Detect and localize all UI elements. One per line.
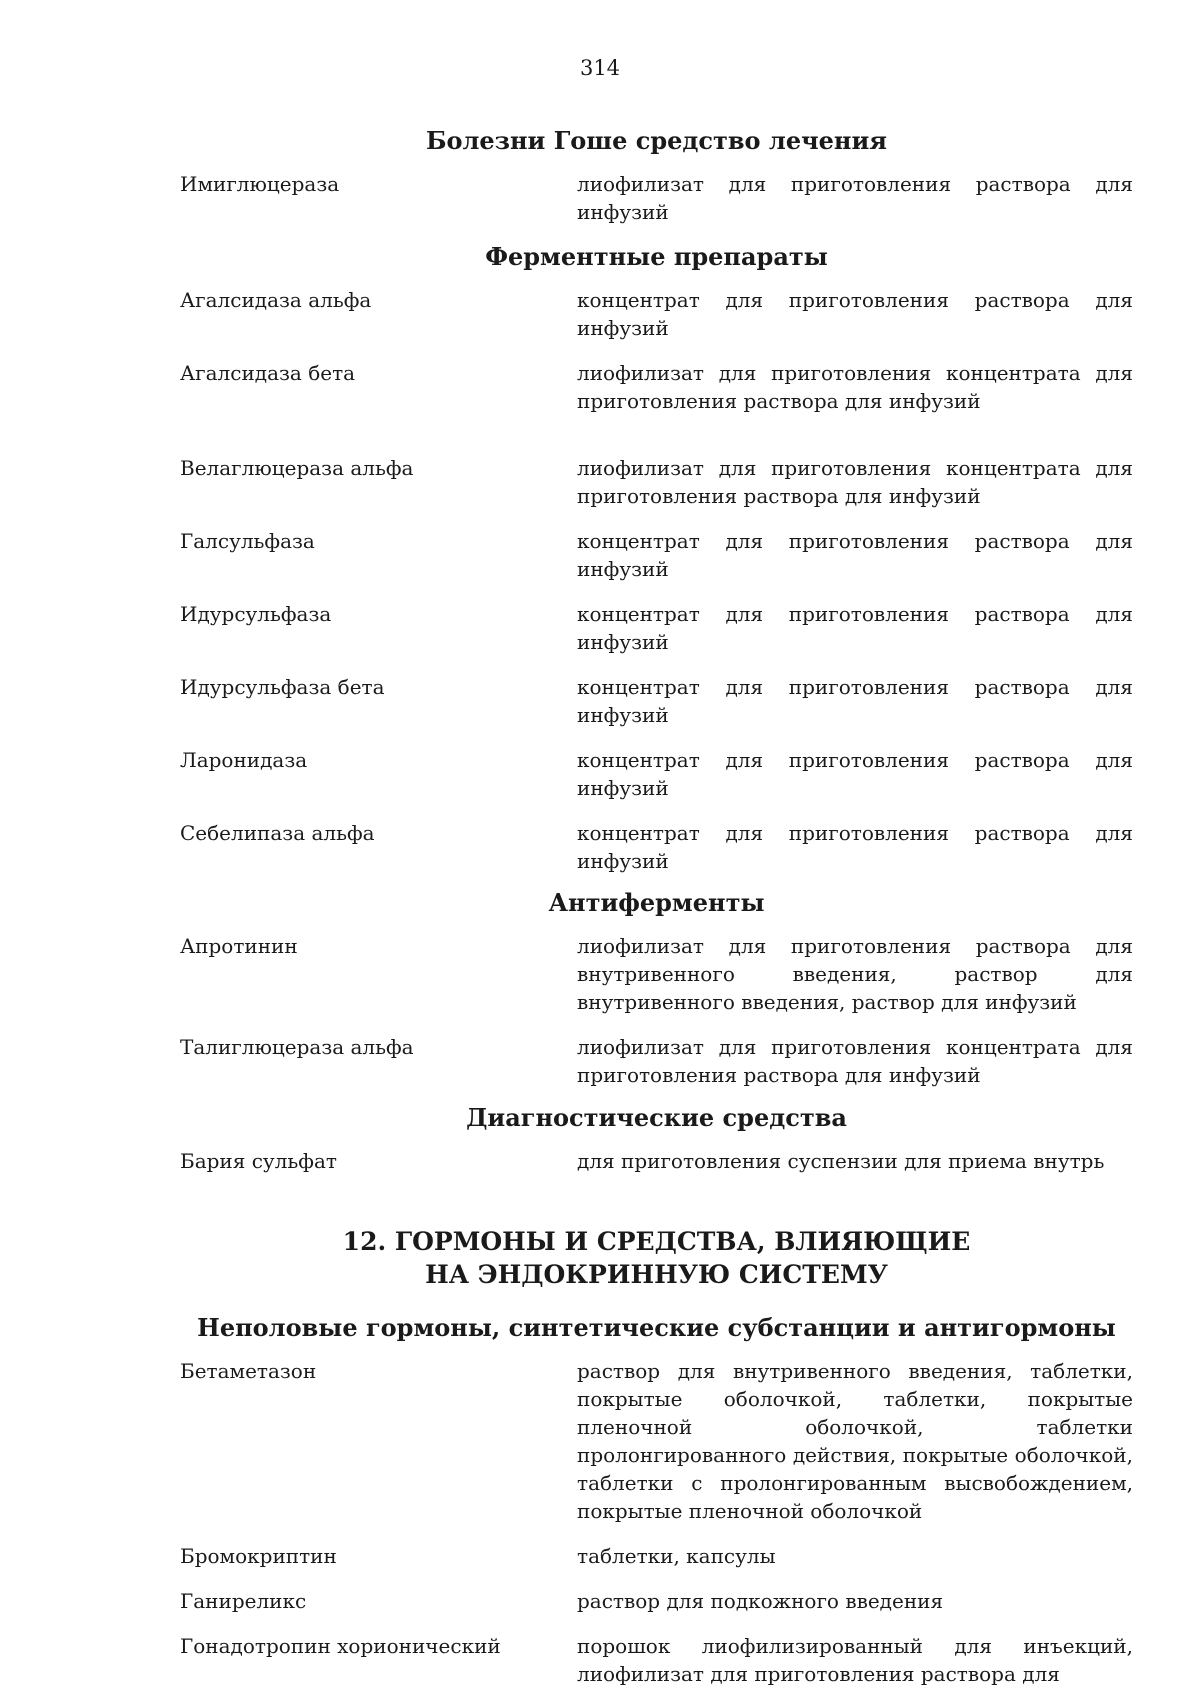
drug-form: концентрат для приготовления раствора для инфузий (577, 602, 1133, 654)
section-heading-enzymes: Ферментные препараты (485, 242, 828, 271)
drug-name: Бетаметазон (180, 1359, 317, 1383)
section-heading-gaucher: Болезни Гоше средство лечения (425, 126, 888, 155)
drug-form: концентрат для приготовления раствора для инфузий (577, 748, 1133, 800)
drug-name: Ганиреликс (180, 1589, 307, 1613)
drug-form: раствор для подкожного введения (577, 1589, 944, 1613)
section-heading-hormones: Неполовые гормоны, синтетические субстанции и антигормоны (197, 1313, 1116, 1342)
drug-form: для приготовления суспензии для приема внутрь (577, 1149, 1105, 1173)
drug-name: Апротинин (180, 934, 298, 958)
drug-row (180, 1147, 1133, 1175)
drug-row (180, 1542, 1133, 1570)
drug-form: концентрат для приготовления раствора для инфузий (577, 529, 1133, 581)
drug-row (180, 170, 1133, 226)
drug-row (180, 454, 1133, 510)
chapter-title-line1: 12. ГОРМОНЫ И СРЕДСТВА, ВЛИЯЮЩИЕ (342, 1227, 971, 1256)
drug-name: Галсульфаза (180, 529, 315, 553)
drug-row (180, 1033, 1133, 1089)
chapter-title (180, 1225, 1133, 1291)
drug-form: лиофилизат для приготовления концентрата для приготовления раствора для инфузий (577, 456, 1133, 508)
drug-name: Себелипаза альфа (180, 821, 375, 845)
drug-row (180, 746, 1133, 802)
drug-form: порошок лиофилизированный для инъекций, лиофилизат для приготовления раствора для (577, 1634, 1133, 1686)
drug-name: Идурсульфаза бета (180, 675, 385, 699)
drug-form: лиофилизат для приготовления концентрата для приготовления раствора для инфузий (577, 1035, 1133, 1087)
drug-name: Идурсульфаза (180, 602, 332, 626)
drug-row (180, 1632, 1133, 1688)
drug-name: Бромокриптин (180, 1544, 337, 1568)
drug-form: раствор для внутривенного введения, таблетки, покрытые оболочкой, таблетки, покрытые пленочной оболочкой, таблетки пролонгированного действия, покрытые оболочкой, таблетки с пролонгированным высвобождением, покрытые пленочной оболочкой (577, 1359, 1133, 1523)
drug-name: Агалсидаза альфа (180, 288, 372, 312)
drug-row (180, 359, 1133, 415)
drug-name: Гонадотропин хорионический (180, 1634, 501, 1658)
drug-row (180, 600, 1133, 656)
drug-form: лиофилизат для приготовления раствора для инфузий (577, 172, 1133, 224)
document-content (180, 126, 1133, 1688)
drug-name: Талиглюцераза альфа (180, 1035, 414, 1059)
drug-form: таблетки, капсулы (577, 1544, 776, 1568)
drug-name: Бария сульфат (180, 1149, 337, 1173)
chapter-title-line2: НА ЭНДОКРИННУЮ СИСТЕМУ (425, 1260, 888, 1289)
drug-name: Агалсидаза бета (180, 361, 356, 385)
drug-name: Имиглюцераза (180, 172, 340, 196)
drug-form: концентрат для приготовления раствора для инфузий (577, 288, 1133, 340)
section-heading-diagnostic: Диагностические средства (466, 1103, 847, 1132)
drug-form: концентрат для приготовления раствора для инфузий (577, 675, 1133, 727)
drug-form: концентрат для приготовления раствора для инфузий (577, 821, 1133, 873)
drug-row (180, 286, 1133, 342)
drug-form: лиофилизат для приготовления концентрата для приготовления раствора для инфузий (577, 361, 1133, 413)
drug-form: лиофилизат для приготовления раствора для внутривенного введения, раствор для внутривенного введения, раствор для инфузий (577, 934, 1133, 1014)
section-heading-antienzymes: Антиферменты (548, 888, 765, 917)
page-number: 314 (579, 56, 621, 80)
drug-name: Велаглюцераза альфа (180, 456, 414, 480)
drug-row (180, 932, 1133, 1016)
drug-name: Ларонидаза (180, 748, 308, 772)
drug-row (180, 819, 1133, 875)
drug-row (180, 1357, 1133, 1525)
drug-row (180, 1587, 1133, 1615)
drug-row (180, 527, 1133, 583)
drug-row (180, 673, 1133, 729)
